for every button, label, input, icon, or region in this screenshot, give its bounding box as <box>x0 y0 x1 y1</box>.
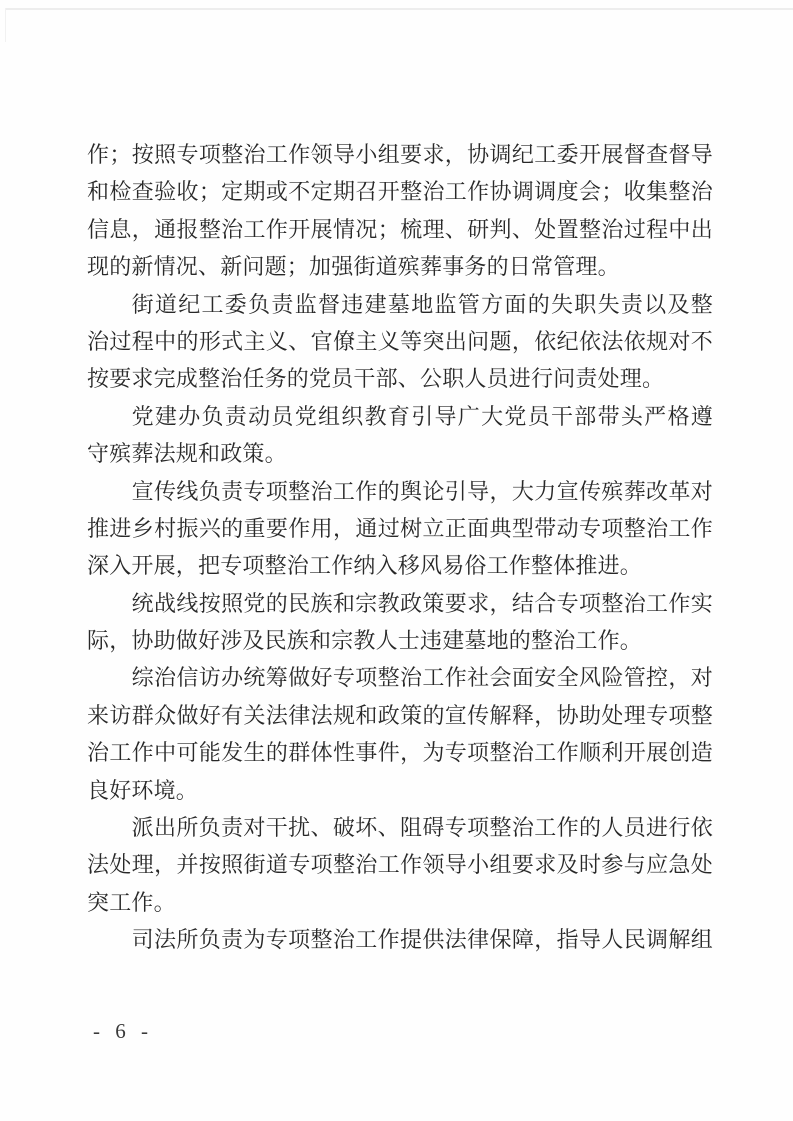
paragraph <box>87 473 713 585</box>
paragraph <box>87 398 713 473</box>
text-line: 守殡葬法规和政策。 <box>87 441 287 467</box>
text-line: 宣传线负责专项整治工作的舆论引导，大力宣传殡葬改革对 <box>131 478 713 504</box>
text-line: 际，协助做好涉及民族和宗教人士违建墓地的整治工作。 <box>87 628 643 654</box>
text-line: 派出所负责对干扰、破坏、阻碍专项整治工作的人员进行依 <box>131 815 713 841</box>
text-line: 推进乡村振兴的重要作用，通过树立正面典型带动专项整治工作 <box>87 515 713 541</box>
text-line: 深入开展，把专项整治工作纳入移风易俗工作整体推进。 <box>87 553 643 579</box>
text-line: 作；按照专项整治工作领导小组要求，协调纪工委开展督查督导 <box>87 142 713 167</box>
document-body <box>87 136 713 959</box>
paragraph <box>87 659 713 809</box>
text-line: 综治信访办统筹做好专项整治工作社会面安全风险管控，对 <box>131 665 713 691</box>
text-line: 司法所负责为专项整治工作提供法律保障，指导人民调解组 <box>131 927 713 953</box>
paragraph <box>87 136 713 286</box>
text-line: 法处理，并按照街道专项整治工作领导小组要求及时参与应急处 <box>87 852 713 878</box>
text-line: 治过程中的形式主义、官僚主义等突出问题，依纪依法依规对不 <box>87 328 713 354</box>
text-line: 街道纪工委负责监督违建墓地监管方面的失职失责以及整 <box>131 291 713 317</box>
text-line: 现的新情况、新问题；加强街道殡葬事务的日常管理。 <box>87 254 620 280</box>
paragraph <box>87 585 713 660</box>
text-line: 党建办负责动员党组织教育引导广大党员干部带头严格遵 <box>131 403 713 429</box>
text-line: 和检查验收；定期或不定期召开整治工作协调调度会；收集整治 <box>87 179 713 205</box>
paragraph <box>87 286 713 398</box>
scan-edge-artifact <box>5 8 793 10</box>
text-line: 治工作中可能发生的群体性事件，为专项整治工作顺利开展创造 <box>87 740 713 766</box>
text-line: 来访群众做好有关法律法规和政策的宣传解释，协助处理专项整 <box>87 702 713 728</box>
text-line: 良好环境。 <box>87 777 199 803</box>
text-line: 按要求完成整治任务的党员干部、公职人员进行问责处理。 <box>87 366 665 392</box>
paragraph <box>87 921 713 958</box>
page-number: - 6 - <box>93 1019 153 1043</box>
text-line: 突工作。 <box>87 889 176 915</box>
text-line: 统战线按照党的民族和宗教政策要求，结合专项整治工作实 <box>131 590 713 616</box>
paragraph <box>87 809 713 921</box>
scan-edge-artifact <box>5 8 6 42</box>
text-line: 信息，通报整治工作开展情况；梳理、研判、处置整治过程中出 <box>87 216 713 242</box>
